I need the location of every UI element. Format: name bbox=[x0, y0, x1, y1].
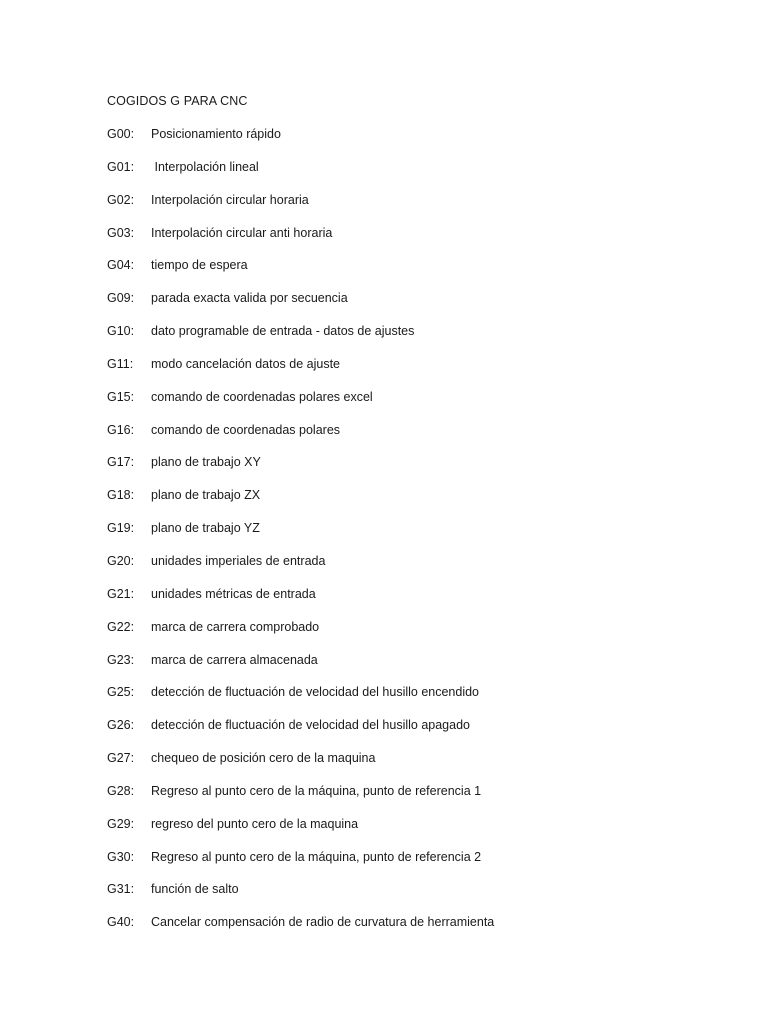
gcode-code: G23: bbox=[107, 652, 135, 667]
gcode-row bbox=[107, 224, 727, 257]
gcode-code: G26: bbox=[107, 718, 135, 733]
gcode-list bbox=[107, 125, 727, 946]
gcode-code: G04: bbox=[107, 258, 135, 273]
gcode-description: chequeo de posición cero de la maquina bbox=[151, 751, 376, 766]
gcode-code: G21: bbox=[107, 586, 135, 601]
gcode-row bbox=[107, 256, 727, 289]
gcode-row bbox=[107, 322, 727, 355]
gcode-code: G29: bbox=[107, 816, 135, 831]
gcode-code: G18: bbox=[107, 488, 135, 503]
gcode-description: función de salto bbox=[151, 882, 239, 897]
gcode-row bbox=[107, 388, 727, 421]
gcode-description: Posicionamiento rápido bbox=[151, 127, 281, 141]
gcode-row bbox=[107, 191, 727, 224]
gcode-description: Cancelar compensación de radio de curvatura de herramienta bbox=[151, 915, 495, 930]
gcode-description: Regreso al punto cero de la máquina, punto de referencia 2 bbox=[151, 849, 482, 864]
gcode-code: G20: bbox=[107, 553, 135, 568]
gcode-row bbox=[107, 618, 727, 651]
gcode-row bbox=[107, 815, 727, 848]
gcode-description: parada exacta valida por secuencia bbox=[151, 291, 348, 306]
gcode-description: tiempo de espera bbox=[151, 258, 248, 273]
gcode-row bbox=[107, 552, 727, 585]
gcode-description: detección de fluctuación de velocidad del husillo encendido bbox=[151, 685, 480, 700]
gcode-code: G19: bbox=[107, 521, 135, 536]
gcode-code: G31: bbox=[107, 882, 135, 897]
gcode-row bbox=[107, 782, 727, 815]
gcode-code: G27: bbox=[107, 751, 135, 766]
gcode-row bbox=[107, 453, 727, 486]
gcode-description: marca de carrera almacenada bbox=[151, 652, 318, 667]
gcode-code: G03: bbox=[107, 225, 135, 240]
gcode-description: Interpolación circular horaria bbox=[151, 192, 309, 207]
gcode-row bbox=[107, 848, 727, 881]
gcode-row bbox=[107, 421, 727, 454]
gcode-description: detección de fluctuación de velocidad del husillo apagado bbox=[151, 718, 470, 733]
gcode-description: modo cancelación datos de ajuste bbox=[151, 356, 341, 371]
gcode-description: comando de coordenadas polares bbox=[151, 422, 341, 437]
gcode-row bbox=[107, 749, 727, 782]
gcode-row bbox=[107, 289, 727, 322]
gcode-row bbox=[107, 651, 727, 684]
gcode-row bbox=[107, 585, 727, 618]
gcode-row bbox=[107, 125, 727, 158]
gcode-code: G10: bbox=[107, 324, 135, 339]
gcode-code: G28: bbox=[107, 783, 135, 798]
gcode-code: G11: bbox=[107, 356, 134, 371]
gcode-row bbox=[107, 716, 727, 749]
gcode-row bbox=[107, 913, 727, 946]
gcode-description: Interpolación lineal bbox=[151, 159, 259, 174]
gcode-code: G40: bbox=[107, 915, 135, 930]
gcode-description: unidades métricas de entrada bbox=[151, 586, 316, 601]
document-title: COGIDOS G PARA CNC bbox=[107, 94, 248, 108]
gcode-description: unidades imperiales de entrada bbox=[151, 553, 326, 568]
gcode-row bbox=[107, 880, 727, 913]
gcode-code: G09: bbox=[107, 291, 135, 306]
gcode-code: G22: bbox=[107, 619, 135, 634]
gcode-code: G30: bbox=[107, 849, 135, 864]
gcode-description: dato programable de entrada - datos de ajustes bbox=[151, 324, 415, 339]
gcode-code: G16: bbox=[107, 422, 135, 437]
gcode-description: marca de carrera comprobado bbox=[151, 619, 320, 634]
gcode-row bbox=[107, 519, 727, 552]
gcode-description: Regreso al punto cero de la máquina, punto de referencia 1 bbox=[151, 783, 482, 798]
gcode-code: G00: bbox=[107, 127, 135, 141]
gcode-code: G02: bbox=[107, 192, 135, 207]
gcode-row bbox=[107, 355, 727, 388]
gcode-description: plano de trabajo XY bbox=[151, 455, 261, 470]
gcode-code: G15: bbox=[107, 389, 135, 404]
gcode-code: G25: bbox=[107, 685, 135, 700]
gcode-code: G01: bbox=[107, 159, 135, 174]
gcode-description: plano de trabajo YZ bbox=[151, 521, 260, 536]
gcode-description: comando de coordenadas polares excel bbox=[151, 389, 373, 404]
gcode-code: G17: bbox=[107, 455, 135, 470]
gcode-description: Interpolación circular anti horaria bbox=[151, 225, 333, 240]
gcode-row bbox=[107, 683, 727, 716]
gcode-description: plano de trabajo ZX bbox=[151, 488, 261, 503]
gcode-row bbox=[107, 158, 727, 191]
gcode-description: regreso del punto cero de la maquina bbox=[151, 816, 359, 831]
gcode-row bbox=[107, 486, 727, 519]
